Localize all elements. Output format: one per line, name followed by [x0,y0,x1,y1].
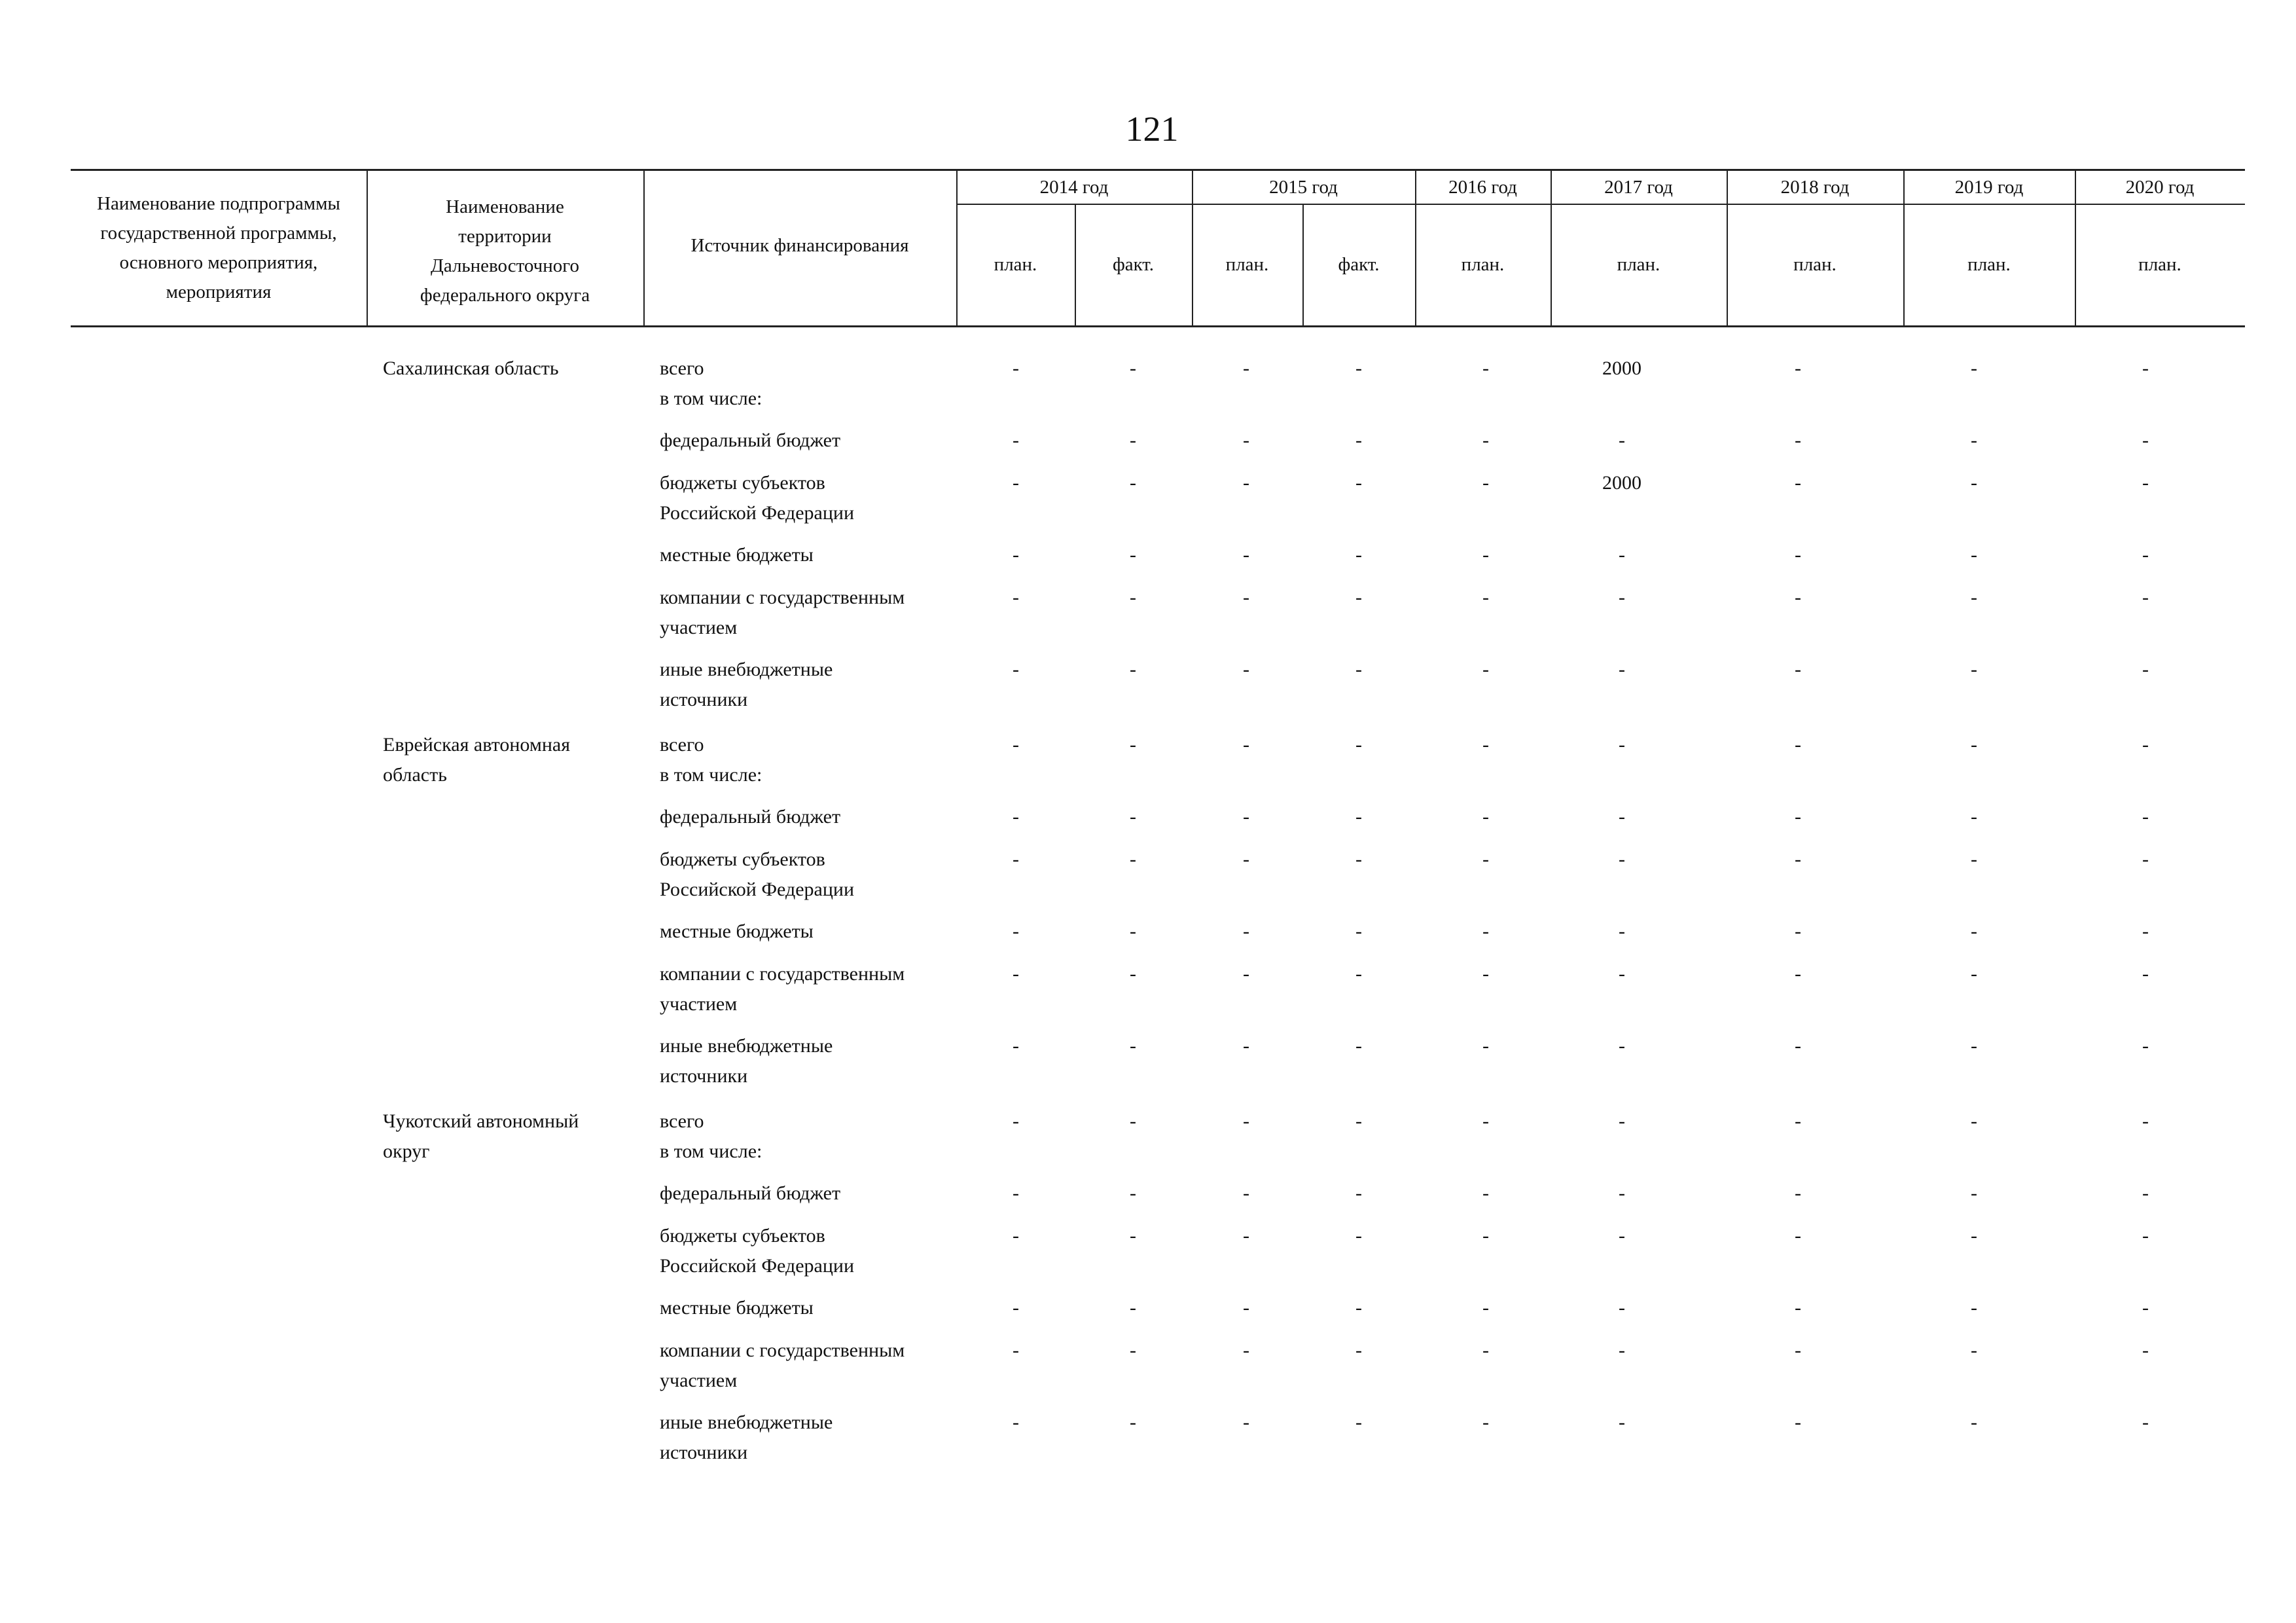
funding-source: федеральный бюджет [660,806,841,828]
value-cell: - [1013,1110,1019,1132]
value-cell: - [1355,848,1362,870]
value-cell: - [1971,1412,1977,1433]
region-name: Сахалинская область [383,357,559,379]
value-cell: - [1013,1225,1019,1247]
funding-source: всего в том числе: [660,357,762,409]
value-cell: - [2142,659,2149,680]
value-cell: - [1795,1035,1801,1057]
value-cell: - [1355,734,1362,756]
value-cell: - [1619,429,1625,451]
value-cell: - [1355,472,1362,494]
value-cell: - [1482,1182,1489,1204]
value-cell: - [1482,806,1489,828]
value-cell: - [1482,1340,1489,1361]
value-cell: - [1013,1412,1019,1433]
funding-source: компании с государственным участием [660,587,905,638]
value-cell: - [1130,1035,1136,1057]
value-cell: - [2142,921,2149,942]
value-cell: - [1243,1340,1249,1361]
funding-source: местные бюджеты [660,921,814,942]
value-cell: - [1130,1110,1136,1132]
value-cell: - [1619,1297,1625,1319]
value-cell: - [1482,472,1489,494]
value-cell: - [2142,472,2149,494]
value-cell: - [1619,1340,1625,1361]
value-cell: - [1243,544,1249,566]
value-cell: - [1130,544,1136,566]
value-cell: - [1971,848,1977,870]
value-cell: - [1482,921,1489,942]
value-cell: - [1130,1297,1136,1319]
value-cell: - [1619,1182,1625,1204]
subheader-plan: план. [1793,253,1837,275]
value-cell: - [1795,806,1801,828]
value-cell: - [1355,659,1362,680]
value-cell: - [1130,963,1136,985]
value-cell: - [1355,1225,1362,1247]
value-cell: - [2142,587,2149,608]
value-cell: - [1795,587,1801,608]
value-cell: - [1795,1182,1801,1204]
value-cell: - [1795,429,1801,451]
value-cell: - [1971,734,1977,756]
value-cell: - [1130,848,1136,870]
value-cell: - [1130,429,1136,451]
subheader-plan: план. [1225,253,1269,275]
value-cell: - [1355,429,1362,451]
header-year-2020: 2020 год [2125,176,2195,198]
value-cell: - [1795,1340,1801,1361]
value-cell: - [1130,1340,1136,1361]
value-cell: - [1482,587,1489,608]
value-cell: - [1482,1297,1489,1319]
value-cell: - [1243,659,1249,680]
value-cell: - [1795,921,1801,942]
table-header [71,169,2245,327]
subheader-plan: план. [2138,253,2181,275]
value-cell: - [1795,357,1801,379]
value-cell: - [1355,806,1362,828]
value-cell: - [2142,544,2149,566]
value-cell: - [1013,848,1019,870]
funding-source: всего в том числе: [660,1110,762,1162]
value-cell: - [2142,1035,2149,1057]
value-cell: - [1130,1412,1136,1433]
funding-source: федеральный бюджет [660,1182,841,1204]
funding-source: иные внебюджетные источники [660,1035,833,1087]
value-cell: - [1971,544,1977,566]
value-cell: - [1619,848,1625,870]
funding-source: местные бюджеты [660,544,814,566]
value-cell: - [1971,1340,1977,1361]
value-cell: - [1795,544,1801,566]
funding-source: бюджеты субъектов Российской Федерации [660,472,855,524]
value-cell: - [1013,472,1019,494]
subheader-plan: план. [1461,253,1505,275]
value-cell: - [1482,1035,1489,1057]
value-cell: - [2142,1225,2149,1247]
value-cell: - [1130,806,1136,828]
subheader-plan: план. [1617,253,1660,275]
funding-source: бюджеты субъектов Российской Федерации [660,848,855,900]
value-cell: - [1482,848,1489,870]
region-name: Чукотский автономный округ [383,1110,579,1162]
value-cell: - [1971,587,1977,608]
value-cell: - [1482,429,1489,451]
value-cell: - [1243,734,1249,756]
value-cell: - [1795,848,1801,870]
subheader-plan: план. [994,253,1037,275]
value-cell: - [1130,659,1136,680]
value-cell: - [2142,848,2149,870]
value-cell: - [1355,1110,1362,1132]
value-cell: - [1355,544,1362,566]
value-cell: - [1243,806,1249,828]
value-cell: - [1971,357,1977,379]
value-cell: - [1013,806,1019,828]
header-territory-column: Наименование территории Дальневосточного федерального округа [420,196,590,306]
value-cell: - [1482,1225,1489,1247]
value-cell: - [1130,921,1136,942]
value-cell: - [1619,1225,1625,1247]
value-cell: - [1243,472,1249,494]
value-cell: - [2142,1412,2149,1433]
value-cell: - [1795,1225,1801,1247]
value-cell: - [2142,734,2149,756]
value-cell: - [1243,963,1249,985]
value-cell: - [1013,429,1019,451]
value-cell: - [1619,544,1625,566]
header-program-column: Наименование подпрограммы государственной программы, основного мероприятия, мероприятия [97,193,340,302]
value-cell: - [1013,963,1019,985]
value-cell: - [1482,1110,1489,1132]
value-cell: - [2142,1182,2149,1204]
value-cell: - [1013,1297,1019,1319]
value-cell: - [1482,544,1489,566]
value-cell: - [1795,472,1801,494]
value-cell: 2000 [1602,472,1641,494]
value-cell: - [1355,1297,1362,1319]
value-cell: - [1013,357,1019,379]
funding-source: федеральный бюджет [660,429,841,451]
value-cell: - [1130,1225,1136,1247]
value-cell: - [1795,734,1801,756]
value-cell: - [1482,1412,1489,1433]
subheader-fact: факт. [1338,253,1380,275]
funding-source: всего в том числе: [660,734,762,786]
value-cell: - [1619,734,1625,756]
value-cell: - [2142,1297,2149,1319]
value-cell: 2000 [1602,357,1641,379]
value-cell: - [1619,1412,1625,1433]
value-cell: - [1013,1035,1019,1057]
header-year-2019: 2019 год [1954,176,2024,198]
region-name: Еврейская автономная область [383,734,570,786]
value-cell: - [1243,1110,1249,1132]
value-cell: - [1130,357,1136,379]
value-cell: - [1619,1035,1625,1057]
value-cell: - [1795,1110,1801,1132]
value-cell: - [2142,806,2149,828]
value-cell: - [1013,659,1019,680]
funding-source: местные бюджеты [660,1297,814,1319]
value-cell: - [1243,1182,1249,1204]
value-cell: - [2142,963,2149,985]
value-cell: - [1130,587,1136,608]
value-cell: - [1482,659,1489,680]
value-cell: - [1013,1182,1019,1204]
value-cell: - [1482,963,1489,985]
subheader-plan: план. [1967,253,2011,275]
value-cell: - [1355,1340,1362,1361]
value-cell: - [1243,1297,1249,1319]
value-cell: - [1971,921,1977,942]
value-cell: - [1355,963,1362,985]
value-cell: - [1795,963,1801,985]
header-year-2016: 2016 год [1448,176,1517,198]
value-cell: - [1482,734,1489,756]
value-cell: - [1243,429,1249,451]
value-cell: - [1619,806,1625,828]
value-cell: - [1355,587,1362,608]
header-year-2015: 2015 год [1269,176,1338,198]
value-cell: - [1795,1412,1801,1433]
funding-source: иные внебюджетные источники [660,1412,833,1463]
value-cell: - [1619,921,1625,942]
value-cell: - [1971,1110,1977,1132]
value-cell: - [1013,1340,1019,1361]
value-cell: - [1619,1110,1625,1132]
funding-source: бюджеты субъектов Российской Федерации [660,1225,855,1277]
funding-source: иные внебюджетные источники [660,659,833,710]
value-cell: - [1013,587,1019,608]
value-cell: - [1243,848,1249,870]
value-cell: - [1243,1225,1249,1247]
funding-source: компании с государственным участием [660,963,905,1015]
header-year-2018: 2018 год [1780,176,1850,198]
value-cell: - [1355,1412,1362,1433]
value-cell: - [1971,1297,1977,1319]
value-cell: - [1355,1182,1362,1204]
value-cell: - [1243,1035,1249,1057]
value-cell: - [1971,1182,1977,1204]
value-cell: - [1013,921,1019,942]
header-source-column: Источник финансирования [691,235,909,256]
value-cell: - [1355,921,1362,942]
value-cell: - [1971,429,1977,451]
value-cell: - [2142,357,2149,379]
value-cell: - [1971,963,1977,985]
header-year-2017: 2017 год [1604,176,1673,198]
value-cell: - [1971,659,1977,680]
value-cell: - [1971,472,1977,494]
value-cell: - [1013,734,1019,756]
value-cell: - [1243,357,1249,379]
header-year-2014: 2014 год [1039,176,1109,198]
value-cell: - [1130,1182,1136,1204]
value-cell: - [1482,357,1489,379]
value-cell: - [1243,921,1249,942]
value-cell: - [1243,587,1249,608]
value-cell: - [1795,1297,1801,1319]
funding-source: компании с государственным участием [660,1340,905,1391]
value-cell: - [1243,1412,1249,1433]
value-cell: - [2142,429,2149,451]
value-cell: - [1130,734,1136,756]
value-cell: - [1971,806,1977,828]
value-cell: - [1355,1035,1362,1057]
value-cell: - [1619,587,1625,608]
value-cell: - [2142,1340,2149,1361]
value-cell: - [1971,1225,1977,1247]
value-cell: - [1130,472,1136,494]
subheader-fact: факт. [1112,253,1155,275]
value-cell: - [1971,1035,1977,1057]
value-cell: - [2142,1110,2149,1132]
value-cell: - [1795,659,1801,680]
value-cell: - [1619,963,1625,985]
value-cell: - [1619,659,1625,680]
page-number: 121 [1125,109,1179,149]
value-cell: - [1013,544,1019,566]
value-cell: - [1355,357,1362,379]
